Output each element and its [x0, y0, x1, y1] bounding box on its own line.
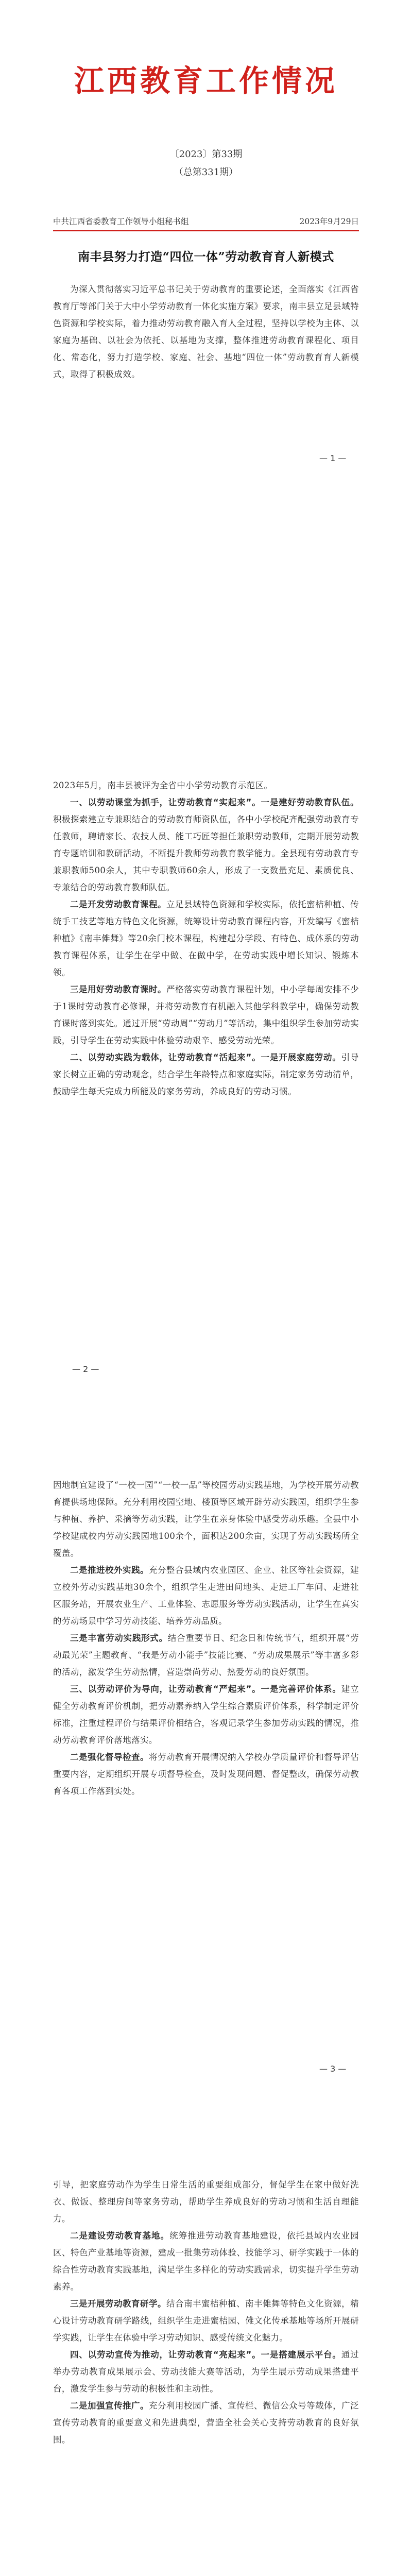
paragraph	[53, 1749, 359, 1800]
paragraph: 为深入贯彻落实习近平总书记关于劳动教育的重要论述，全面落实《江西省教育厅等部门关于大中小学劳动教育一体化实施方案》要求，南丰县立足县域特色资源和学校实际，着力推动劳动教育融入育人全过程，坚持以学校为主体、以家庭为基础、以社会为依托、以基地为支撑，整体推进劳动教育课程化、项目化、常态化，努力打造学校、家庭、社会、基地“四位一体”劳动教育育人新模式，取得了积极成效。	[53, 284, 359, 379]
page-3-body	[53, 1477, 359, 1800]
paragraph-lead: 三、以劳动评价为导向，让劳动教育“严起来”。一是完善评价体系。	[70, 1684, 341, 1694]
paragraph-text: 将劳动教育开展情况纳入学校办学质量评价和督导评估重要内容，定期组织开展专项督导检查，及时发现问题、督促整改，确保劳动教育各项工作落到实处。	[53, 1752, 359, 1796]
paragraph-text: 引导家长树立正确的劳动观念，结合学生年龄特点和家庭实际，制定家务劳动清单，鼓励学生每天完成力所能及的家务劳动，养成良好的劳动习惯。	[53, 1053, 359, 1096]
paragraph-text: 统筹推进劳动教育基地建设，依托县域内农业园区、特色产业基地等资源，建成一批集劳动体验、技能学习、研学实践于一体的综合性劳动教育实践基地，满足学生多样化的劳动实践需求，切实提升学生劳动素养。	[53, 2231, 359, 2292]
page-4	[0, 2099, 412, 2576]
page-1-body	[53, 281, 359, 383]
masthead-title: 江西教育工作情况	[74, 63, 338, 98]
paragraph	[53, 2176, 359, 2227]
page-number: — 2 —	[72, 1364, 99, 1374]
paragraph-text: 立足县域特色资源和学校实际，依托蜜桔种植、传统手工技艺等地方特色文化资源，统筹设计劳动教育课程内容，开发编写《蜜桔种植》《南丰傩舞》等20余门校本课程，构建起分学段、有特色、成体系的劳动教育课程体系，让学生在学中做、在做中学，在劳动实践中增长知识、锻炼本领。	[53, 900, 359, 977]
paragraph	[53, 794, 359, 896]
paragraph-text: 建立健全劳动教育评价机制，把劳动素养纳入学生综合素质评价体系，科学制定评价标准，注重过程评价与结果评价相结合，客观记录学生参加劳动实践的情况，推动劳动教育评价落地落实。	[53, 1684, 359, 1745]
paragraph	[53, 981, 359, 1049]
paragraph-lead: 二是加强宣传推广。	[70, 2401, 149, 2411]
paragraph-lead: 二、以劳动实践为载体，让劳动教育“活起来”。一是开展家庭劳动。	[70, 1053, 341, 1062]
paragraph-text: 通过举办劳动教育成果展示会、劳动技能大赛等活动，为学生展示劳动成果搭建平台，激发学生参与劳动的积极性和主动性。	[53, 2350, 359, 2394]
paragraph-lead: 二是强化督导检查。	[70, 1752, 149, 1762]
page-number: — 1 —	[319, 453, 347, 463]
issue-number: 〔2023〕第33期	[169, 149, 243, 160]
paragraph	[53, 1049, 359, 1100]
publisher: 中共江西省委教育工作领导小组秘书组	[53, 217, 189, 226]
paragraph-text: 结合南丰蜜桔种植、南丰傩舞等特色文化资源，精心设计劳动教育研学路线，组织学生走进蜜桔园、傩文化传承基地等场所开展研学实践，让学生在体验中学习劳动知识、感受传统文化魅力。	[53, 2299, 359, 2343]
paragraph	[53, 1477, 359, 1562]
paragraph	[53, 2295, 359, 2346]
red-divider	[53, 230, 359, 231]
paragraph-text: 结合重要节日、纪念日和传统节气，组织开展“劳动最光荣”主题教育、“我是劳动小能手”技能比赛、“劳动成果展示”等丰富多彩的活动，激发学生劳动热情，营造崇尚劳动、热爱劳动的良好氛围。	[53, 1633, 359, 1677]
paragraph-text: 充分利用校园广播、宣传栏、微信公众号等载体，广泛宣传劳动教育的重要意义和先进典型，营造全社会关心支持劳动教育的良好氛围。	[53, 2401, 359, 2445]
meta-row	[53, 215, 359, 227]
paragraph-lead: 三是丰富劳动实践形式。	[70, 1633, 168, 1643]
paragraph-lead: 四、以劳动宣传为推动，让劳动教育“亮起来”。一是搭建展示平台。	[70, 2350, 341, 2360]
article-title: 南丰县努力打造“四位一体”劳动教育育人新模式	[78, 250, 334, 264]
paragraph-lead: 一、以劳动课堂为抓手，让劳动教育“实起来”。一是建好劳动教育队伍。	[70, 798, 359, 807]
page-4-body	[53, 2176, 359, 2448]
paragraph-text: 引导，把家庭劳动作为学生日常生活的重要组成部分，督促学生在家中做好洗衣、做饭、整理房间等家务劳动，帮助学生养成良好的劳动习惯和生活自理能力。	[53, 2180, 359, 2224]
paragraph-lead: 三是用好劳动教育课时。	[70, 985, 167, 994]
paragraph-text: 2023年5月，南丰县被评为全省中小学劳动教育示范区。	[53, 781, 273, 790]
paragraph-text: 积极探索建立专兼职结合的劳动教育师资队伍，各中小学校配齐配强劳动教育专任教师，聘请家长、农技人员、能工巧匠等担任兼职劳动教师，定期开展劳动教育专题培训和教研活动，不断提升教师劳动教育教学能力。全县现有劳动教育专兼职教师500余人，其中专职教师60余人，形成了一支数量充足、素质优良、专兼结合的劳动教育教师队伍。	[53, 815, 359, 892]
paragraph-lead: 二是开发劳动教育课程。	[70, 900, 167, 909]
page-2	[0, 700, 412, 1399]
paragraph-text: 严格落实劳动教育课程计划，中小学每周安排不少于1课时劳动教育必修课，并将劳动教育有机融入其他学科教学中，确保劳动教育课时落到实处。通过开展“劳动周”“劳动月”等活动，集中组织学生参加劳动实践，引导学生在劳动实践中体验劳动艰辛、感受劳动光荣。	[53, 985, 359, 1045]
total-issue-number: （总第331期）	[174, 167, 238, 178]
paragraph-text: 因地制宜建设了“一校一园”“一校一品”等校园劳动实践基地，为学校开展劳动教育提供场地保障。充分利用校园空地、楼顶等区域开辟劳动实践园，组织学生参与种植、养护、采摘等劳动实践，让学生在亲身体验中感受劳动乐趣。全县中小学校建成校内劳动实践园地100余个，面积达200余亩，实现了劳动实践场所全覆盖。	[53, 1480, 359, 1558]
paragraph	[53, 896, 359, 981]
page-2-body	[53, 777, 359, 1100]
paragraph	[53, 1562, 359, 1630]
paragraph-lead: 三是开展劳动教育研学。	[70, 2299, 167, 2309]
paragraph-lead: 二是建设劳动教育基地。	[70, 2231, 170, 2241]
page-3	[0, 1399, 412, 2099]
paragraph	[53, 1681, 359, 1749]
paragraph	[53, 2346, 359, 2397]
page-number: — 3 —	[319, 2064, 347, 2074]
paragraph-text: 充分整合县域内农业园区、企业、社区等社会资源，建立校外劳动实践基地30余个，组织学生走进田间地头、走进工厂车间、走进社区服务站，开展农业生产、工业体验、志愿服务等劳动实践活动，让学生在真实的劳动场景中学习劳动技能、培养劳动品质。	[53, 1565, 359, 1626]
page-1	[0, 0, 412, 700]
paragraph	[53, 1630, 359, 1681]
paragraph	[53, 777, 359, 794]
issue-date: 2023年9月29日	[299, 217, 359, 226]
paragraph	[53, 2227, 359, 2295]
paragraph	[53, 2397, 359, 2448]
paragraph-lead: 二是推进校外实践。	[70, 1565, 149, 1575]
